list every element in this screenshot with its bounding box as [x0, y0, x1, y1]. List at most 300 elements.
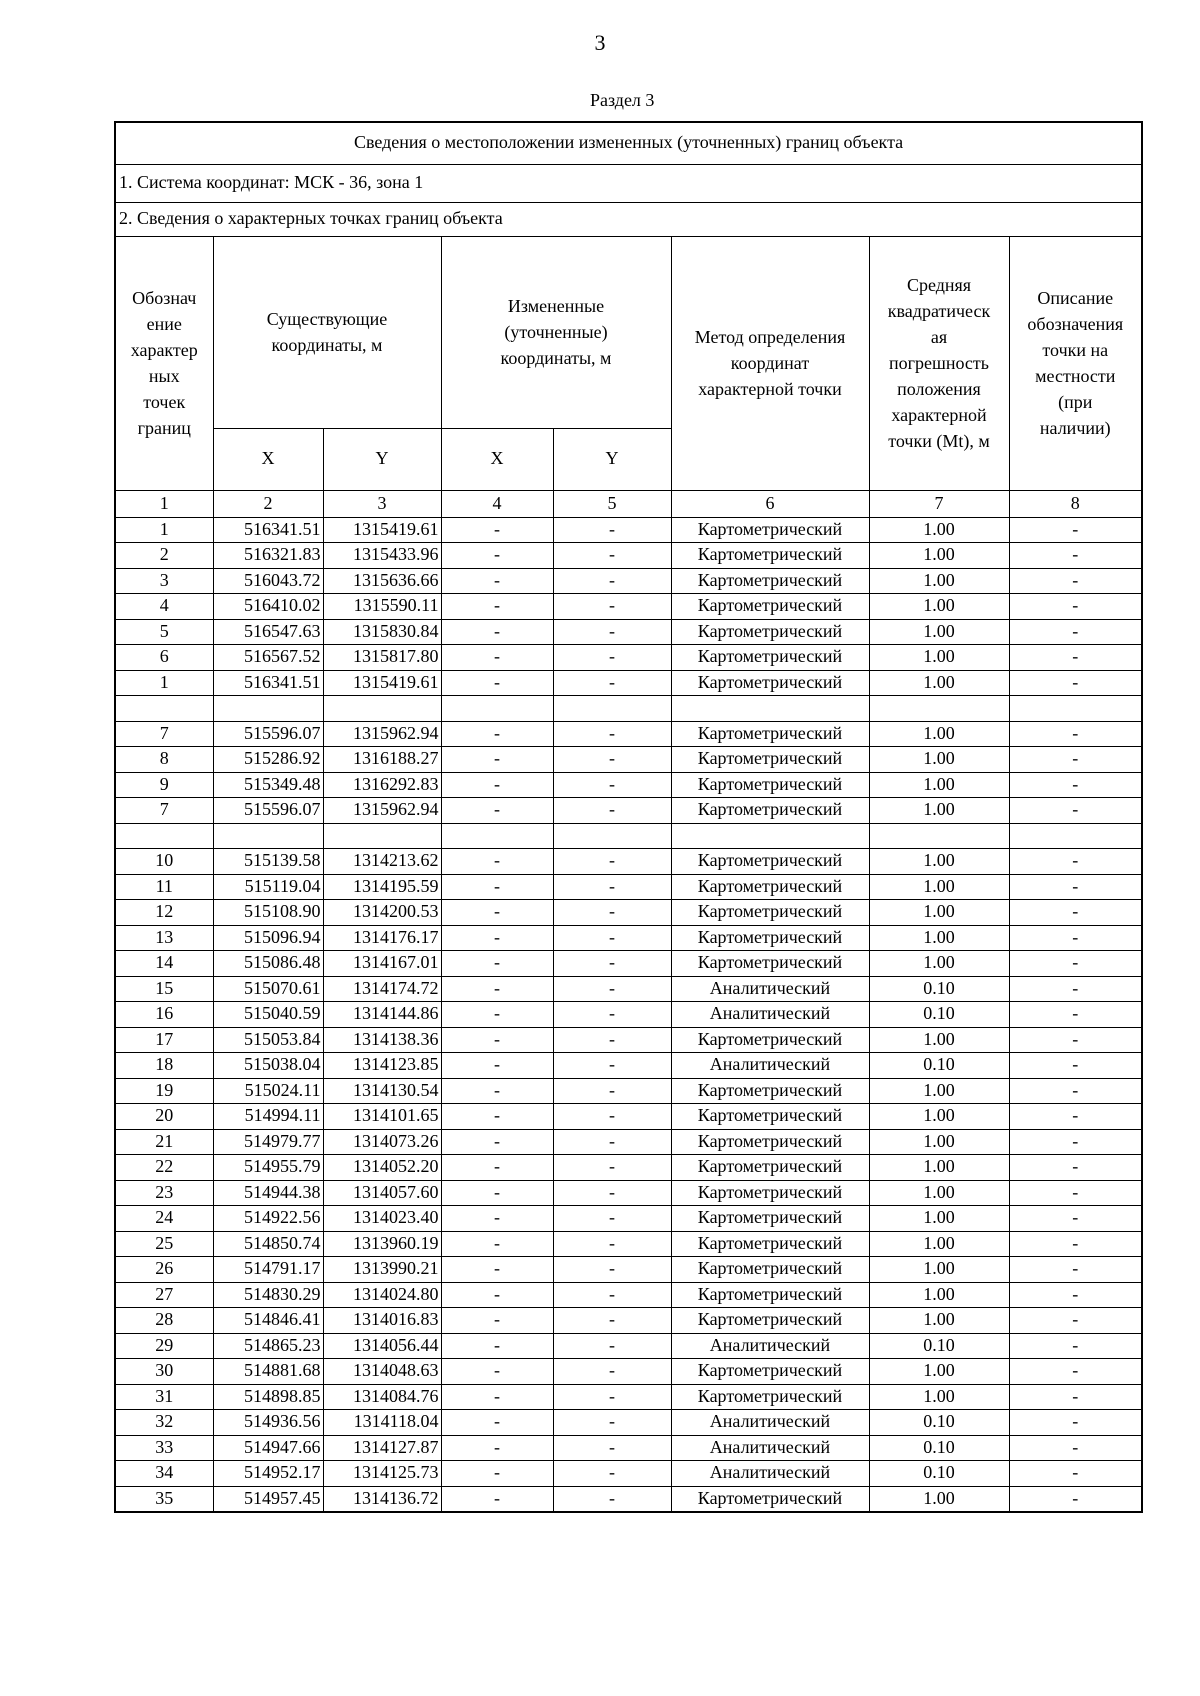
header-line: (при: [1058, 392, 1093, 413]
description: -: [1009, 849, 1142, 875]
header-line: обозначения: [1027, 313, 1124, 334]
table-row: [115, 1410, 1142, 1436]
method: [671, 696, 869, 722]
description: -: [1009, 1129, 1142, 1155]
header-existing-x: X: [213, 428, 323, 490]
header-line: наличии): [1039, 418, 1111, 439]
method: Картометрический: [671, 721, 869, 747]
point-id: 21: [115, 1129, 213, 1155]
existing-y: 1314056.44: [323, 1333, 441, 1359]
existing-y: 1314101.65: [323, 1104, 441, 1130]
table-row: [115, 670, 1142, 696]
method: Картометрический: [671, 543, 869, 569]
table-row: [115, 849, 1142, 875]
header-changed-x: X: [441, 428, 553, 490]
accuracy: 1.00: [869, 1206, 1009, 1232]
existing-x: 514846.41: [213, 1308, 323, 1334]
accuracy: 0.10: [869, 1333, 1009, 1359]
section-label: Раздел 3: [590, 90, 655, 110]
table-row: [115, 1155, 1142, 1181]
point-id: 26: [115, 1257, 213, 1283]
existing-y: 1314057.60: [323, 1180, 441, 1206]
table-row: [115, 1180, 1142, 1206]
description: [1009, 823, 1142, 849]
changed-x: -: [441, 594, 553, 620]
description: -: [1009, 645, 1142, 671]
method: Картометрический: [671, 619, 869, 645]
existing-y: [323, 823, 441, 849]
point-id: 3: [115, 568, 213, 594]
table-row: [115, 1333, 1142, 1359]
changed-x: -: [441, 1461, 553, 1487]
header-line: точки (Mt), м: [888, 431, 990, 452]
method: Картометрический: [671, 517, 869, 543]
description: -: [1009, 1155, 1142, 1181]
header-line: координаты, м: [500, 348, 612, 369]
changed-y: -: [553, 1206, 671, 1232]
changed-x: -: [441, 1206, 553, 1232]
changed-x: -: [441, 1078, 553, 1104]
changed-x: -: [441, 1231, 553, 1257]
accuracy: [869, 696, 1009, 722]
method: Картометрический: [671, 1180, 869, 1206]
existing-x: 516043.72: [213, 568, 323, 594]
method: Картометрический: [671, 772, 869, 798]
table-title: Сведения о местоположении измененных (уточненных) границ объекта: [115, 122, 1142, 164]
header-line: ение: [146, 313, 182, 334]
description: -: [1009, 747, 1142, 773]
table-row: [115, 951, 1142, 977]
column-number: 4: [441, 490, 553, 517]
point-id: 18: [115, 1053, 213, 1079]
method: Картометрический: [671, 1359, 869, 1385]
existing-y: 1313990.21: [323, 1257, 441, 1283]
point-id: 4: [115, 594, 213, 620]
existing-y: 1314052.20: [323, 1155, 441, 1181]
accuracy: 1.00: [869, 772, 1009, 798]
point-id: 9: [115, 772, 213, 798]
changed-x: -: [441, 772, 553, 798]
header-line: точек: [143, 392, 186, 413]
method: Аналитический: [671, 976, 869, 1002]
changed-y: -: [553, 543, 671, 569]
header-line: характер: [130, 339, 198, 360]
changed-y: -: [553, 1308, 671, 1334]
changed-y: -: [553, 670, 671, 696]
description: -: [1009, 594, 1142, 620]
changed-x: -: [441, 874, 553, 900]
description: -: [1009, 900, 1142, 926]
accuracy: 1.00: [869, 925, 1009, 951]
table-row: [115, 900, 1142, 926]
points-info: 2. Сведения о характерных точках границ объекта: [115, 202, 1142, 236]
accuracy: [869, 823, 1009, 849]
changed-y: -: [553, 976, 671, 1002]
column-number: 5: [553, 490, 671, 517]
accuracy: 1.00: [869, 1486, 1009, 1512]
method: Картометрический: [671, 1027, 869, 1053]
accuracy: 0.10: [869, 1053, 1009, 1079]
header-line: координат: [730, 352, 810, 373]
changed-x: -: [441, 543, 553, 569]
method: Картометрический: [671, 1231, 869, 1257]
method: Картометрический: [671, 1129, 869, 1155]
point-id: 34: [115, 1461, 213, 1487]
table-row: [115, 1104, 1142, 1130]
method: Картометрический: [671, 951, 869, 977]
description: -: [1009, 772, 1142, 798]
existing-x: 514830.29: [213, 1282, 323, 1308]
accuracy: 1.00: [869, 645, 1009, 671]
changed-x: -: [441, 1384, 553, 1410]
changed-y: -: [553, 517, 671, 543]
existing-x: 515596.07: [213, 721, 323, 747]
existing-y: 1314084.76: [323, 1384, 441, 1410]
point-id: 8: [115, 747, 213, 773]
header-changed-coords: [441, 236, 671, 428]
header-line: ая: [930, 326, 948, 347]
point-id: 7: [115, 721, 213, 747]
changed-x: -: [441, 976, 553, 1002]
changed-y: -: [553, 1359, 671, 1385]
header-line: Существующие: [266, 308, 388, 329]
table-row: [115, 976, 1142, 1002]
method: Картометрический: [671, 1104, 869, 1130]
point-id: 1: [115, 670, 213, 696]
table-row: [115, 1308, 1142, 1334]
changed-x: -: [441, 1053, 553, 1079]
changed-y: -: [553, 594, 671, 620]
column-number: 8: [1009, 490, 1142, 517]
point-id: 27: [115, 1282, 213, 1308]
existing-x: 516321.83: [213, 543, 323, 569]
changed-y: [553, 696, 671, 722]
description: -: [1009, 543, 1142, 569]
table-row: [115, 1486, 1142, 1512]
point-id: 1: [115, 517, 213, 543]
point-id: 6: [115, 645, 213, 671]
changed-x: -: [441, 1282, 553, 1308]
description: -: [1009, 670, 1142, 696]
method: Картометрический: [671, 1384, 869, 1410]
existing-x: 515286.92: [213, 747, 323, 773]
description: -: [1009, 568, 1142, 594]
accuracy: 1.00: [869, 721, 1009, 747]
accuracy: 1.00: [869, 594, 1009, 620]
method: Картометрический: [671, 594, 869, 620]
description: -: [1009, 1486, 1142, 1512]
changed-x: -: [441, 925, 553, 951]
existing-x: 514979.77: [213, 1129, 323, 1155]
method: Картометрический: [671, 747, 869, 773]
header-line: границ: [137, 418, 191, 439]
method: Картометрический: [671, 1308, 869, 1334]
existing-x: 514944.38: [213, 1180, 323, 1206]
table-row: [115, 1257, 1142, 1283]
accuracy: 1.00: [869, 1282, 1009, 1308]
changed-y: -: [553, 568, 671, 594]
changed-y: -: [553, 900, 671, 926]
changed-y: -: [553, 1155, 671, 1181]
point-id: 22: [115, 1155, 213, 1181]
existing-y: 1314118.04: [323, 1410, 441, 1436]
description: -: [1009, 1231, 1142, 1257]
header-description: [1009, 236, 1142, 490]
accuracy: 1.00: [869, 1384, 1009, 1410]
existing-y: 1315962.94: [323, 721, 441, 747]
existing-x: 516341.51: [213, 517, 323, 543]
existing-y: 1315590.11: [323, 594, 441, 620]
accuracy: 1.00: [869, 1155, 1009, 1181]
point-id: 2: [115, 543, 213, 569]
changed-x: -: [441, 721, 553, 747]
existing-y: 1314125.73: [323, 1461, 441, 1487]
point-id: 19: [115, 1078, 213, 1104]
changed-x: -: [441, 1180, 553, 1206]
header-line: ных: [148, 366, 180, 386]
description: -: [1009, 1002, 1142, 1028]
table-row: [115, 1384, 1142, 1410]
existing-x: 515139.58: [213, 849, 323, 875]
existing-x: 515349.48: [213, 772, 323, 798]
accuracy: 1.00: [869, 1231, 1009, 1257]
description: -: [1009, 1384, 1142, 1410]
existing-x: 514850.74: [213, 1231, 323, 1257]
description: -: [1009, 1461, 1142, 1487]
accuracy: 1.00: [869, 874, 1009, 900]
point-id: 30: [115, 1359, 213, 1385]
header-accuracy: [869, 236, 1009, 490]
existing-x: 516341.51: [213, 670, 323, 696]
table-row: [115, 772, 1142, 798]
table-row: [115, 1027, 1142, 1053]
description: -: [1009, 1053, 1142, 1079]
point-id: 12: [115, 900, 213, 926]
changed-x: -: [441, 645, 553, 671]
changed-y: -: [553, 1333, 671, 1359]
changed-y: -: [553, 1027, 671, 1053]
point-id: 16: [115, 1002, 213, 1028]
point-id: [115, 696, 213, 722]
header-existing-coords: [213, 236, 441, 428]
table-row: [115, 1461, 1142, 1487]
accuracy: 1.00: [869, 798, 1009, 824]
header-line: квадратическ: [887, 300, 991, 321]
changed-x: -: [441, 798, 553, 824]
table-row: [115, 1078, 1142, 1104]
column-number: 3: [323, 490, 441, 517]
header-existing-y: Y: [323, 428, 441, 490]
existing-x: 515096.94: [213, 925, 323, 951]
changed-y: -: [553, 1104, 671, 1130]
description: -: [1009, 517, 1142, 543]
description: -: [1009, 619, 1142, 645]
header-method: [671, 236, 869, 490]
table-row: [115, 798, 1142, 824]
header-line: положения: [897, 379, 981, 400]
table-row: [115, 1282, 1142, 1308]
method: Картометрический: [671, 849, 869, 875]
description: -: [1009, 1078, 1142, 1104]
changed-y: -: [553, 1486, 671, 1512]
accuracy: 1.00: [869, 1027, 1009, 1053]
existing-x: 514957.45: [213, 1486, 323, 1512]
changed-x: -: [441, 619, 553, 645]
point-id: 29: [115, 1333, 213, 1359]
method: Аналитический: [671, 1410, 869, 1436]
changed-y: -: [553, 925, 671, 951]
method: Картометрический: [671, 874, 869, 900]
changed-y: -: [553, 1435, 671, 1461]
description: -: [1009, 1435, 1142, 1461]
method: Картометрический: [671, 1282, 869, 1308]
table-row: [115, 1129, 1142, 1155]
header-line: Обознач: [132, 287, 197, 308]
table-row: [115, 1053, 1142, 1079]
changed-x: -: [441, 1359, 553, 1385]
method: Картометрический: [671, 1257, 869, 1283]
existing-y: 1314200.53: [323, 900, 441, 926]
description: -: [1009, 874, 1142, 900]
changed-y: -: [553, 849, 671, 875]
existing-y: 1314176.17: [323, 925, 441, 951]
description: -: [1009, 1333, 1142, 1359]
point-id: 35: [115, 1486, 213, 1512]
existing-x: 514936.56: [213, 1410, 323, 1436]
existing-x: 514955.79: [213, 1155, 323, 1181]
accuracy: 0.10: [869, 1002, 1009, 1028]
column-number: 1: [115, 490, 213, 517]
changed-y: -: [553, 951, 671, 977]
description: -: [1009, 1308, 1142, 1334]
table-row: [115, 543, 1142, 569]
description: -: [1009, 1359, 1142, 1385]
method: Аналитический: [671, 1333, 869, 1359]
accuracy: 1.00: [869, 517, 1009, 543]
changed-x: -: [441, 849, 553, 875]
changed-y: -: [553, 874, 671, 900]
existing-x: 515119.04: [213, 874, 323, 900]
method: Картометрический: [671, 1078, 869, 1104]
method: Картометрический: [671, 670, 869, 696]
method: Картометрический: [671, 1155, 869, 1181]
changed-y: -: [553, 1257, 671, 1283]
changed-x: [441, 696, 553, 722]
existing-x: 514865.23: [213, 1333, 323, 1359]
table-row: [115, 925, 1142, 951]
header-changed-y: Y: [553, 428, 671, 490]
point-id: 33: [115, 1435, 213, 1461]
existing-y: 1314144.86: [323, 1002, 441, 1028]
changed-x: -: [441, 1486, 553, 1512]
accuracy: 1.00: [869, 1257, 1009, 1283]
method: Аналитический: [671, 1461, 869, 1487]
changed-y: -: [553, 1410, 671, 1436]
method: Картометрический: [671, 798, 869, 824]
table-row: [115, 696, 1142, 722]
existing-y: 1315817.80: [323, 645, 441, 671]
existing-y: 1315419.61: [323, 670, 441, 696]
table-row: [115, 721, 1142, 747]
existing-x: 514791.17: [213, 1257, 323, 1283]
accuracy: 1.00: [869, 543, 1009, 569]
existing-y: 1314213.62: [323, 849, 441, 875]
point-id: [115, 823, 213, 849]
method: Аналитический: [671, 1435, 869, 1461]
description: -: [1009, 1104, 1142, 1130]
changed-y: -: [553, 721, 671, 747]
existing-x: 515024.11: [213, 1078, 323, 1104]
existing-y: 1314167.01: [323, 951, 441, 977]
header-line: Измененные: [507, 295, 605, 316]
accuracy: 0.10: [869, 1435, 1009, 1461]
table-row: [115, 1206, 1142, 1232]
changed-y: -: [553, 1078, 671, 1104]
header-line: (уточненные): [504, 321, 608, 342]
existing-y: 1314123.85: [323, 1053, 441, 1079]
existing-y: 1316292.83: [323, 772, 441, 798]
point-id: 28: [115, 1308, 213, 1334]
existing-y: 1314130.54: [323, 1078, 441, 1104]
accuracy: 1.00: [869, 1359, 1009, 1385]
existing-x: 515070.61: [213, 976, 323, 1002]
changed-y: -: [553, 1231, 671, 1257]
accuracy: 1.00: [869, 1078, 1009, 1104]
changed-x: -: [441, 1308, 553, 1334]
accuracy: 0.10: [869, 976, 1009, 1002]
table-row: [115, 1359, 1142, 1385]
header-line: точки на: [1042, 339, 1109, 360]
table-row: [115, 1231, 1142, 1257]
existing-y: 1315419.61: [323, 517, 441, 543]
accuracy: 0.10: [869, 1410, 1009, 1436]
existing-y: 1314016.83: [323, 1308, 441, 1334]
existing-y: 1314136.72: [323, 1486, 441, 1512]
table-row: [115, 747, 1142, 773]
description: -: [1009, 1027, 1142, 1053]
changed-x: -: [441, 747, 553, 773]
header-line: Метод определения: [694, 326, 846, 347]
accuracy: 1.00: [869, 900, 1009, 926]
header-line: координаты, м: [271, 335, 383, 355]
header-line: характерной: [891, 405, 987, 426]
existing-x: 515040.59: [213, 1002, 323, 1028]
existing-x: 514994.11: [213, 1104, 323, 1130]
changed-x: -: [441, 568, 553, 594]
changed-x: -: [441, 517, 553, 543]
existing-y: 1314127.87: [323, 1435, 441, 1461]
table-row: [115, 594, 1142, 620]
existing-y: [323, 696, 441, 722]
changed-y: -: [553, 1002, 671, 1028]
existing-x: 516567.52: [213, 645, 323, 671]
changed-x: -: [441, 900, 553, 926]
description: -: [1009, 1206, 1142, 1232]
changed-x: -: [441, 1002, 553, 1028]
method: Картометрический: [671, 900, 869, 926]
changed-x: -: [441, 1027, 553, 1053]
existing-x: 514881.68: [213, 1359, 323, 1385]
column-numbers-row: [115, 490, 1142, 517]
existing-y: 1314174.72: [323, 976, 441, 1002]
coord-system: 1. Система координат: МСК - 36, зона 1: [115, 164, 1142, 202]
header-point-designation: [115, 236, 213, 490]
existing-y: 1314024.80: [323, 1282, 441, 1308]
description: -: [1009, 1282, 1142, 1308]
existing-x: 515038.04: [213, 1053, 323, 1079]
existing-y: 1315636.66: [323, 568, 441, 594]
existing-x: [213, 696, 323, 722]
